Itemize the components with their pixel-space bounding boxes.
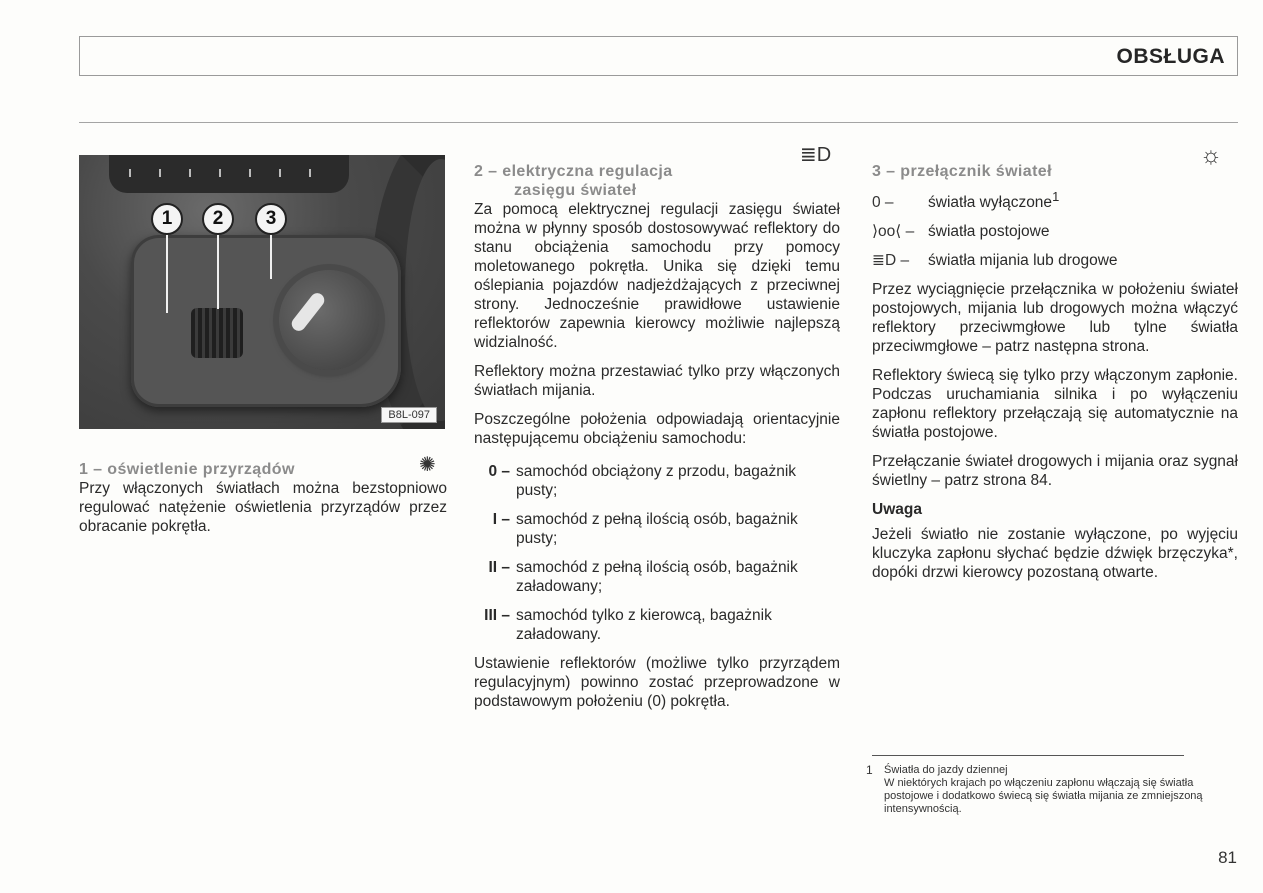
list-item xyxy=(474,462,840,500)
section2-p1: Za pomocą elektrycznej regulacji zasięgu świateł można w płynny sposób dostosowywać reflektory do stanu obciążenia samochodu przy pomocy moletowanego pokrętła. Unika się dzięki temu oślepiania pojazdów nadjeżdżających z przeciwnej strony. Jednocześnie prawidłowe ustawienie reflektorów zapewnia kierowcy możliwie najlepszą widzialność. xyxy=(474,201,840,351)
section2-p4: Ustawienie reflektorów (możliwe tylko przyrządem regulacyjnym) powinno zostać przeprowadzone w podstawowym położeniu (0) pokrętła. xyxy=(474,655,840,710)
column-2 xyxy=(474,162,840,721)
header-box xyxy=(79,36,1238,76)
callout-1: 1 xyxy=(151,203,183,235)
footnote-rule xyxy=(872,755,1184,756)
list-text: samochód z pełną ilością osób, bagażnik pusty; xyxy=(516,511,798,547)
section1-heading: 1 – oświetlenie przyrządów xyxy=(79,461,295,478)
switch-label xyxy=(928,187,1059,212)
list-item xyxy=(474,510,840,548)
footnote-ref: 1 xyxy=(1052,189,1060,204)
page-number: 81 xyxy=(1218,848,1237,867)
instrument-lighting-icon: ✺ xyxy=(419,454,436,476)
callout-3: 3 xyxy=(255,203,287,235)
footnote xyxy=(866,764,1238,816)
list-mark: I – xyxy=(492,511,510,528)
note-body: Jeżeli światło nie zostanie wyłączone, po wyjęciu kluczyka zapłonu słychać będzie dźwięk brzęczyka*, dopóki drzwi kierowcy pozostaną otwarte. xyxy=(872,526,1238,582)
switch-label: światła mijania lub drogowe xyxy=(928,252,1118,270)
switch-label: światła postojowe xyxy=(928,223,1050,241)
page-header-title: OBSŁUGA xyxy=(1116,45,1225,68)
switch-symbol: 0 – xyxy=(872,194,894,212)
section2-heading-line2: zasięgu świateł xyxy=(514,182,637,199)
section1-body: Przy włączonych światłach można bezstopniowo regulować natężenie oświetlenia przyrządów przez obracanie pokrętła. xyxy=(79,480,447,535)
light-switch-knob xyxy=(279,270,379,370)
headlight-range-icon: ≣D xyxy=(800,144,832,166)
list-text: samochód z pełną ilością osób, bagażnik załadowany; xyxy=(516,559,798,595)
dashboard-photo xyxy=(79,155,445,429)
footnote-mark: 1 xyxy=(866,763,873,777)
section2-p3: Poszczególne położenia odpowiadają orientacyjnie następującemu obciążeniu samochodu: xyxy=(474,411,840,447)
switch-position-row xyxy=(872,222,1238,241)
switch-position-row xyxy=(872,251,1238,270)
list-mark: II – xyxy=(488,559,510,576)
header-rule xyxy=(79,122,1238,123)
section3-p2: Reflektory świecą się tylko przy włączonym zapłonie. Podczas uruchamiania silnika i po wyłączeniu zapłonu reflektory przełączają się automatycznie na światła postojowe. xyxy=(872,367,1238,442)
switch-label-text: światła wyłączone xyxy=(928,194,1053,212)
column-3 xyxy=(872,162,1238,592)
section2-p2: Reflektory można przestawiać tylko przy włączonych światłach mijania. xyxy=(474,363,840,399)
switch-position-row xyxy=(872,187,1238,212)
note-title: Uwaga xyxy=(872,501,922,519)
column-1 xyxy=(79,460,447,546)
light-switch-panel xyxy=(131,235,401,407)
list-mark: III – xyxy=(484,607,510,624)
section3-p1: Przez wyciągnięcie przełącznika w położeniu świateł postojowych, mijania lub drogowych można włączyć reflektory przeciwmgłowe lub tylne światła przeciwmgłowe – patrz następna strona. xyxy=(872,281,1238,356)
footnote-line2: W niektórych krajach po włączeniu zapłonu włączają się światła postojowe i dodatkowo świecą się światła mijania ze zmniejszoną intensywnością. xyxy=(884,777,1203,815)
section3-heading: 3 – przełącznik świateł xyxy=(872,163,1052,180)
photo-code: B8L-097 xyxy=(381,407,437,423)
section2-heading-line1: 2 – elektryczna regulacja xyxy=(474,163,673,180)
switch-symbol: ≣D – xyxy=(872,252,910,270)
list-item xyxy=(474,606,840,644)
switch-symbol: ⟩oo⟨ – xyxy=(872,223,915,241)
light-switch-icon: ☼ xyxy=(1200,142,1222,169)
list-mark: 0 – xyxy=(488,463,510,480)
list-text: samochód tylko z kierowcą, bagażnik załadowany. xyxy=(516,607,772,643)
list-text: samochód obciążony z przodu, bagażnik pusty; xyxy=(516,463,797,499)
section3-p3: Przełączanie świateł drogowych i mijania oraz sygnał świetlny – patrz strona 84. xyxy=(872,453,1238,490)
air-vent xyxy=(109,155,349,193)
callout-2: 2 xyxy=(202,203,234,235)
thumbwheels xyxy=(191,308,243,358)
footnote-line1: Światła do jazdy dziennej xyxy=(884,764,1008,776)
list-item xyxy=(474,558,840,596)
